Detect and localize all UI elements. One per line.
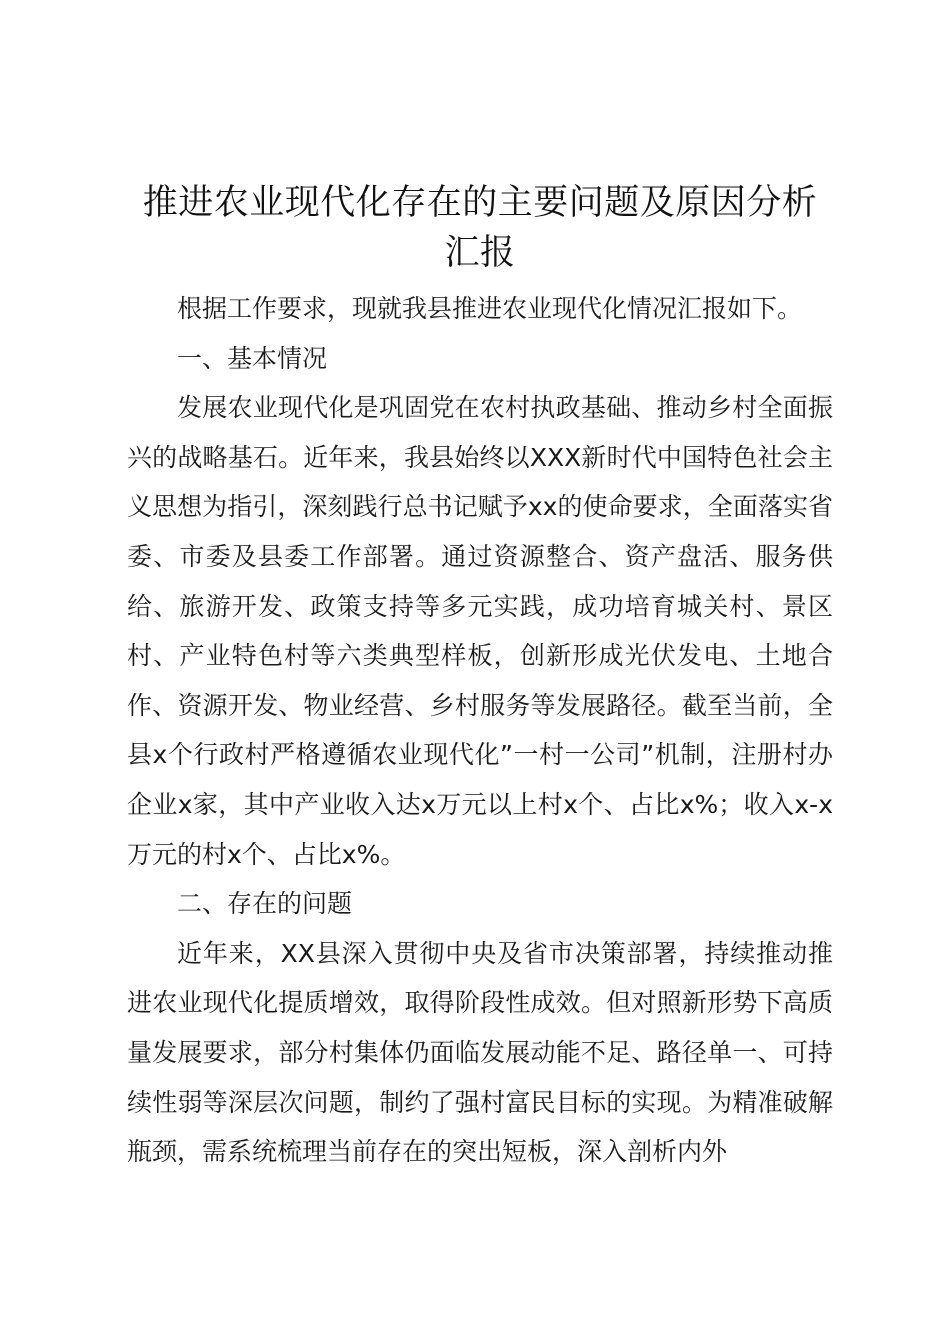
document-title: 推进农业现代化存在的主要问题及原因分析汇报: [142, 183, 818, 273]
document-page: [127, 178, 833, 1177]
body-paragraph: 发展农业现代化是巩固党在农村执政基础、推动乡村全面振兴的战略基石。近年来，我县始终以XXX新时代中国特色社会主义思想为指引，深刻践行总书记赋予xx的使命要求，全面落实省委、市委及县委工作部署。通过资源整合、资产盘活、服务供给、旅游开发、政策支持等多元实践，成功培育城关村、景区村、产业特色村等六类典型样板，创新形成光伏发电、土地合作、资源开发、物业经营、乡村服务等发展路径。截至当前，全县x个行政村严格遵循农业现代化”一村一公司”机制，注册村办企业x家，其中产业收入达x万元以上村x个、占比x%；收入x-x万元的村x个、占比x%。: [127, 393, 833, 869]
section-heading: 二、存在的问题: [177, 889, 353, 919]
body-paragraph: 近年来，XX县深入贯彻中央及省市决策部署，持续推动推进农业现代化提质增效，取得阶段性成效。但对照新形势下高质量发展要求，部分村集体仍面临发展动能不足、路径单一、可持续性弱等深层次问题，制约了强村富民目标的实现。为精准破解瓶颈，需系统梳理当前存在的突出短板，深入剖析内外: [127, 938, 833, 1167]
section-existing-problems: [127, 879, 833, 1177]
intro-paragraph: 根据工作要求，现就我县推进农业现代化情况汇报如下。: [177, 294, 803, 323]
section-heading: 一、基本情况: [177, 343, 328, 373]
section-basic-situation: [127, 334, 833, 880]
